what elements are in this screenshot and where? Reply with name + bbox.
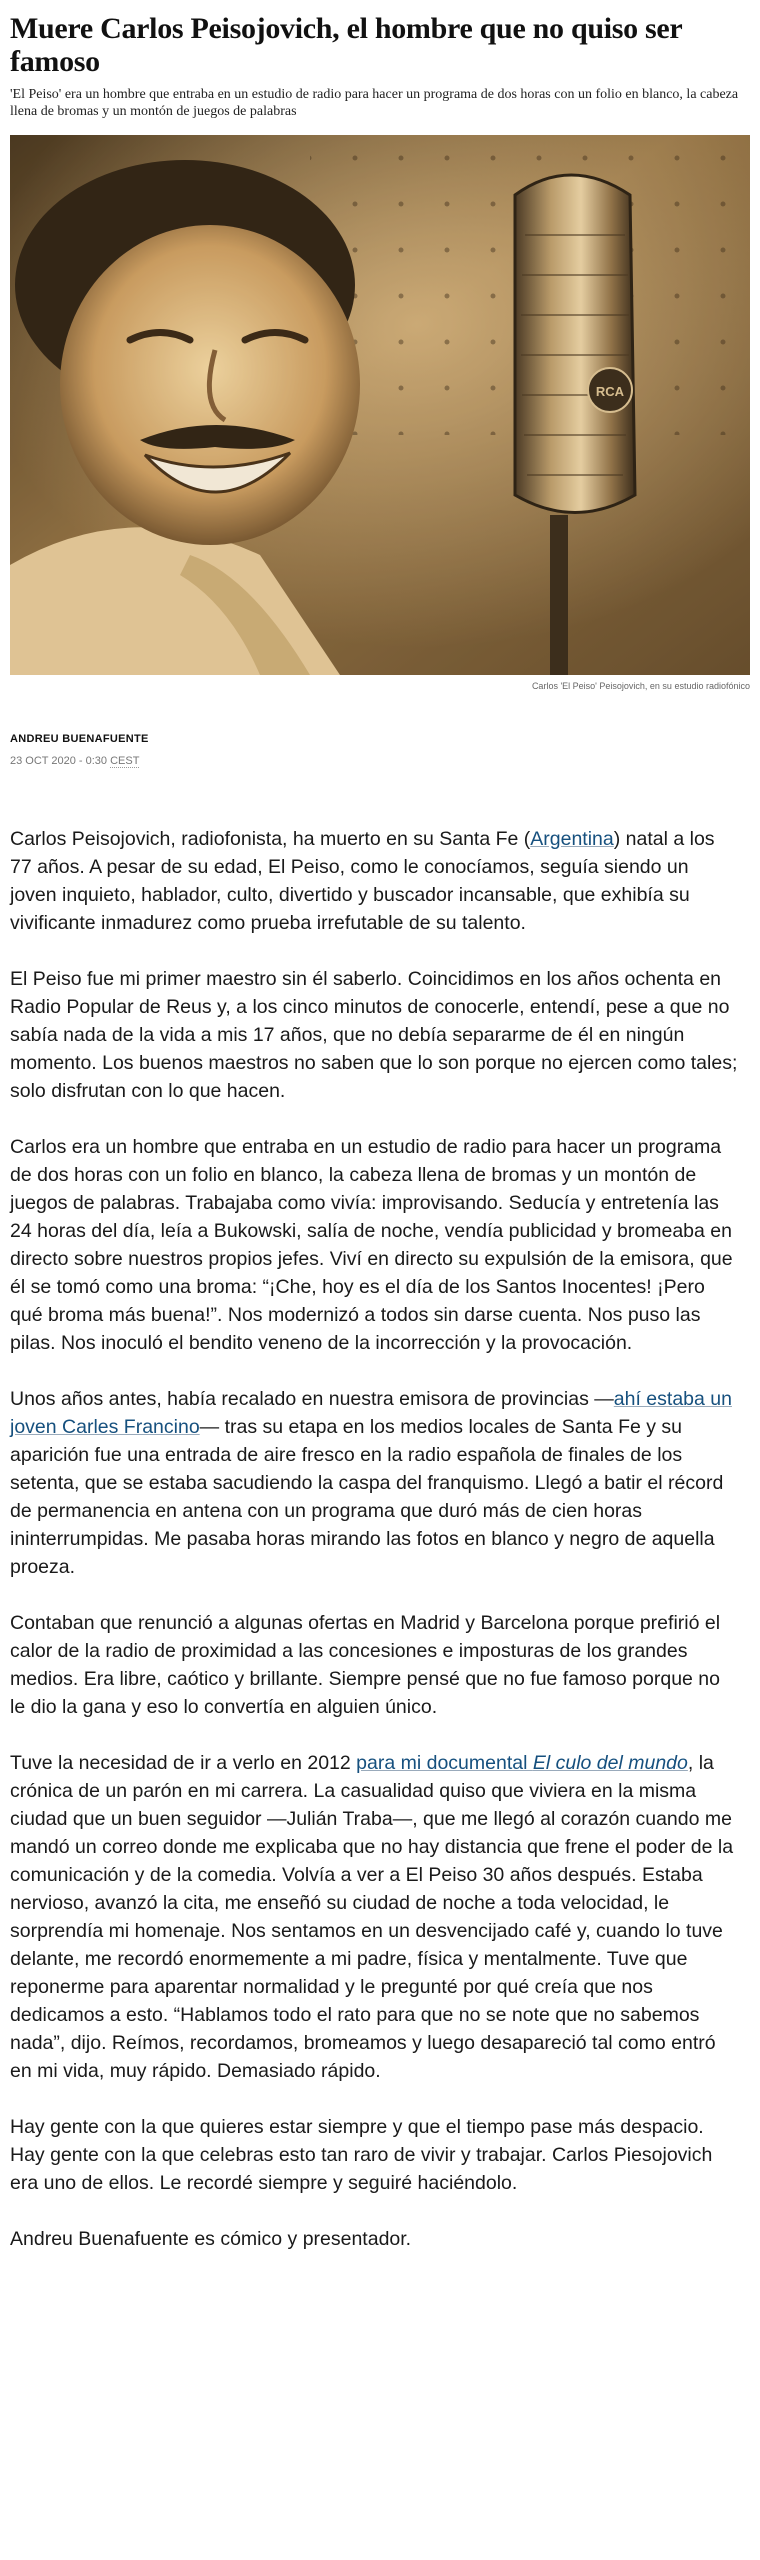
paragraph-5: Contaban que renunció a algunas ofertas en Madrid y Barcelona porque prefirió el calor de la radio de proximidad a las concesiones e imposturas de los grandes medios. Era libre, caótico y brillante. Siempre pensé que no fue famoso porque no le dio la gana y eso lo convertía en alguien único.	[10, 1612, 721, 1718]
author-name-link[interactable]: Andreu Buenafuente	[10, 2228, 189, 2250]
documentary-link-text: para mi documental	[356, 1752, 533, 1774]
byline-author[interactable]: ANDREU BUENAFUENTE	[10, 733, 149, 745]
paragraph-2: El Peiso fue mi primer maestro sin él saberlo. Coincidimos en los años ochenta en Radio Popular de Reus y, a los cinco minutos de conocerle, entendí, pese a que no sabía nada de la vida a mis 17 años, que no debía separarme de él en ningún momento. Los buenos maestros no saben que lo son porque no ejercen como tales; solo disfrutan con lo que hacen.	[10, 968, 738, 1102]
paragraph-4-text-start: Unos años antes, había recalado en nuestra emisora de provincias —	[10, 1388, 614, 1410]
article	[10, 0, 750, 2281]
photo-illustration	[10, 135, 750, 675]
paragraph-4	[10, 1385, 740, 1581]
paragraph-8	[10, 2225, 740, 2253]
article-body	[10, 825, 740, 2253]
paragraph-1-text-end: ) natal a los 77 años. A pesar de su edad, El Peiso, como le conocíamos, seguía siendo un joven inquieto, hablador, culto, divertido y buscador incansable, que exhibía su vivificante inmadurez como prueba irrefutable de su talento.	[10, 828, 715, 934]
documentary-title: El culo del mundo	[532, 1752, 688, 1774]
paragraph-1-text-start: Carlos Peisojovich, radiofonista, ha muerto en su Santa Fe (	[10, 828, 531, 850]
publish-date	[10, 755, 750, 767]
author-role: es cómico y presentador.	[188, 2228, 412, 2250]
paragraph-6-text-start: Tuve la necesidad de ir a verlo en 2012	[10, 1752, 357, 1774]
carles-francino-link[interactable]: ahí estaba un joven Carles Francino	[10, 1388, 732, 1438]
paragraph-1	[10, 825, 740, 937]
paragraph-6	[10, 1749, 740, 2085]
publish-date-value: 23 OCT 2020 - 0:30	[10, 755, 108, 767]
photo-caption: Carlos 'El Peiso' Peisojovich, en su estudio radiofónico	[531, 681, 750, 691]
documentary-link[interactable]	[356, 1752, 688, 1774]
article-photo[interactable]	[10, 135, 750, 675]
subtitle: 'El Peiso' era un hombre que entraba en un estudio de radio para hacer un programa de dos horas con un folio en blanco, la cabeza llena de bromas y un montón de juegos de palabras	[10, 87, 739, 119]
headline: Muere Carlos Peisojovich, el hombre que no quiso ser famoso	[10, 12, 682, 78]
argentina-link[interactable]: Argentina	[530, 828, 614, 850]
paragraph-4-text-end: — tras su etapa en los medios locales de Santa Fe y su aparición fue una entrada de aire fresco en la radio española de finales de los setenta, que se estaba sacudiendo la caspa del franquismo. Llegó a batir el récord de permanencia en antena con un programa que duró más de cien horas ininterrumpidas. Me pasaba horas mirando las fotos en blanco y negro de aquella proeza.	[10, 1416, 724, 1578]
paragraph-6-text-end: , la crónica de un parón en mi carrera. La casualidad quiso que viviera en la misma ciudad que un buen seguidor —Julián Traba—, que me llegó al corazón cuando me mandó un correo donde me explicaba que no hay distancia que frene el poder de la comunicación y de la comedia. Volvía a ver a El Peiso 30 años después. Estaba nervioso, avanzó la cita, me enseñó su ciudad de noche a toda velocidad, le sorprendía mi homenaje. Nos sentamos en un desvencijado café y, cuando lo tuve delante, me recordó enormemente a mi padre, física y mentalmente. Tuve que reponerme para aparentar normalidad y le pregunté por qué creía que nos dedicamos a esto. “Hablamos todo el rato para que no se note que no sabemos nada”, dijo. Reímos, recordamos, bromeamos y luego desapareció tal como entró en mi vida, muy rápido. Demasiado rápido.	[10, 1752, 734, 2082]
timezone: CEST	[110, 755, 140, 767]
paragraph-7: Hay gente con la que quieres estar siempre y que el tiempo pase más despacio. Hay gente con la que celebras esto tan raro de vivir y trabajar. Carlos Piesojovich era uno de ellos. Le recordé siempre y seguiré haciéndolo.	[10, 2116, 713, 2194]
paragraph-3: Carlos era un hombre que entraba en un estudio de radio para hacer un programa de dos horas con un folio en blanco, la cabeza llena de bromas y un montón de juegos de palabras. Trabajaba como vivía: improvisando. Seducía y entretenía las 24 horas del día, leía a Bukowski, salía de noche, vendía publicidad y bromeaba en directo sobre nuestros propios jefes. Viví en directo su expulsión de la emisora, que él se tomó como una broma: “¡Che, hoy es el día de los Santos Inocentes! ¡Pero qué broma más buena!”. Nos modernizó a todos sin darse cuenta. Nos puso las pilas. Nos inoculó el bendito veneno de la incorrección y la provocación.	[10, 1136, 733, 1354]
mic-badge: RCA	[595, 384, 625, 399]
